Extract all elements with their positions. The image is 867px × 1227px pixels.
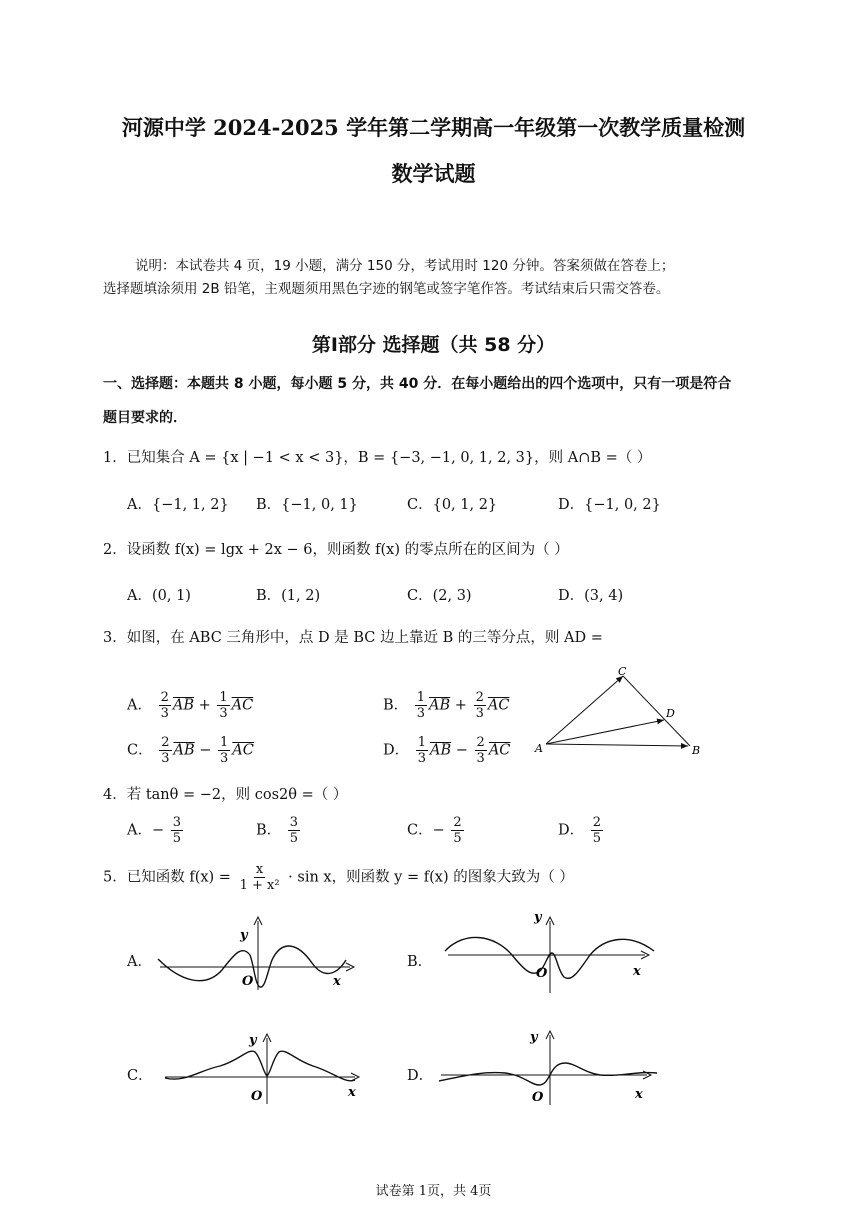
- graph-option-b: [440, 905, 665, 1000]
- question-5-option-c-label: C．: [127, 1068, 153, 1084]
- vector-ac-arrow: [546, 676, 623, 744]
- question-5-option-a-label: A．: [127, 954, 152, 970]
- option-letter: D．: [383, 742, 410, 759]
- question-4-stem: 4．若 tanθ = −2，则 cos2θ =（ ）: [103, 787, 348, 803]
- y-label: y: [534, 910, 542, 925]
- question-2-stem: 2．设函数 f(x) = lgx + 2x − 6，则函数 f(x) 的零点所在的区间为（ ）: [103, 542, 569, 558]
- y-label: y: [249, 1033, 257, 1048]
- vector-ac: $\overline{AC}$: [232, 742, 254, 759]
- fraction: $\frac{3}{5}$: [289, 815, 299, 846]
- vector-ab: $\overline{AB}$: [430, 742, 452, 759]
- section-instruction-1: 一、选择题：本题共 8 小题，每小题 5 分，共 40 分．在每小题给出的四个选项中，只有一项是符合: [103, 376, 732, 392]
- vector-ac: $\overline{AC}$: [487, 697, 510, 714]
- question-3-option-b: [383, 690, 509, 721]
- operator: +: [454, 697, 467, 714]
- fraction: $\frac{x}{\text{1 + x²}}$: [239, 862, 280, 893]
- fraction: $\frac{3}{5}$: [172, 815, 182, 846]
- question-5-option-d-label: D．: [407, 1068, 434, 1084]
- sign: −: [432, 822, 445, 839]
- question-2-option-b: B．(1, 2): [256, 588, 321, 604]
- operator: −: [199, 742, 212, 759]
- option-letter: A．: [127, 822, 152, 839]
- fraction: $\frac{2}{5}$: [453, 815, 462, 846]
- exam-title: 河源中学 2024-2025 学年第二学期高一年级第一次教学质量检测: [121, 115, 746, 140]
- section-heading: 第Ⅰ部分 选择题（共 58 分）: [311, 334, 556, 356]
- coefficient-2: $\frac{1}{3}$: [220, 735, 229, 766]
- question-1-option-a: A．{−1, 1, 2}: [127, 497, 229, 513]
- question-4-option-d: [558, 815, 605, 846]
- option-letter: B．: [383, 697, 409, 714]
- exam-subtitle: 数学试题: [391, 161, 476, 186]
- origin-label: O: [242, 974, 254, 989]
- coefficient-1: $\frac{2}{3}$: [160, 690, 169, 721]
- graph-option-a: [150, 915, 365, 995]
- option-letter: A．: [127, 697, 152, 714]
- stem-prefix: 5．已知函数 f(x) =: [103, 869, 231, 886]
- coefficient-1: $\frac{2}{3}$: [161, 735, 170, 766]
- x-label: x: [635, 1087, 643, 1102]
- coefficient-2: $\frac{2}{3}$: [476, 735, 485, 766]
- question-1-option-c: C．{0, 1, 2}: [407, 497, 498, 513]
- x-label: x: [333, 974, 341, 989]
- vector-ac: $\overline{AC}$: [231, 697, 254, 714]
- question-5-stem: [103, 862, 574, 893]
- origin-label: O: [532, 1090, 544, 1105]
- operator: +: [198, 697, 211, 714]
- x-label: x: [633, 964, 641, 979]
- note-line-1: 说明：本试卷共 4 页，19 小题，满分 150 分，考试用时 120 分钟。答案须做在答卷上；: [135, 258, 675, 274]
- vector-ac: $\overline{AC}$: [488, 742, 511, 759]
- label-a: A: [535, 742, 543, 755]
- vector-ab: $\overline{AB}$: [173, 742, 195, 759]
- option-letter: C．: [407, 822, 433, 839]
- question-3-stem: 3．如图，在 ABC 三角形中，点 D 是 BC 边上靠近 B 的三等分点，则 AD =: [103, 630, 603, 646]
- option-letter: C．: [127, 742, 153, 759]
- curve: [165, 1051, 355, 1081]
- coefficient-2: $\frac{2}{3}$: [475, 690, 484, 721]
- page-footer: 试卷第 1页，共 4页: [375, 1184, 492, 1199]
- question-3-option-c: [127, 735, 254, 766]
- segment-bc: [623, 676, 690, 746]
- vector-ab: $\overline{AB}$: [429, 697, 451, 714]
- graph-option-c: [155, 1028, 370, 1108]
- curve: [439, 1063, 657, 1085]
- coefficient-2: $\frac{1}{3}$: [219, 690, 228, 721]
- origin-label: O: [251, 1089, 263, 1104]
- vector-ab-arrow: [546, 744, 688, 746]
- vector-ab: $\overline{AB}$: [172, 697, 195, 714]
- y-label: y: [240, 928, 248, 943]
- question-5-option-b-label: B．: [407, 954, 433, 970]
- y-label: y: [530, 1030, 538, 1045]
- operator: −: [455, 742, 468, 759]
- question-3-option-a: [127, 690, 253, 721]
- question-1-option-b: B．{−1, 0, 1}: [256, 497, 358, 513]
- note-line-2: 选择题填涂须用 2B 铅笔，主观题须用黑色字迹的钢笔或签字笔作答。考试结束后只需交答卷。: [103, 281, 670, 297]
- option-letter: D．: [558, 822, 585, 839]
- question-4-option-c: [407, 815, 466, 846]
- sign: −: [151, 822, 165, 839]
- label-b: B: [692, 744, 701, 757]
- graph-option-d: [435, 1025, 665, 1110]
- coefficient-1: $\frac{1}{3}$: [416, 690, 426, 721]
- fraction: $\frac{2}{5}$: [592, 815, 602, 846]
- vector-ad-arrow: [546, 720, 664, 744]
- question-2-option-d: D．(3, 4): [558, 588, 624, 604]
- question-1-stem: 1．已知集合 A = {x | −1 < x < 3}，B = {−3, −1, 0, 1, 2, 3}，则 A∩B =（ ）: [103, 450, 652, 466]
- question-4-option-a: [127, 815, 185, 846]
- x-label: x: [348, 1085, 356, 1100]
- section-instruction-2: 题目要求的．: [103, 410, 187, 426]
- question-2-option-c: C．(2, 3): [407, 588, 472, 604]
- coefficient-1: $\frac{1}{3}$: [417, 735, 427, 766]
- origin-label: O: [536, 966, 548, 981]
- label-c: C: [618, 665, 627, 678]
- question-4-option-b: [256, 815, 302, 846]
- option-letter: B．: [256, 822, 282, 839]
- label-d: D: [666, 707, 675, 720]
- question-1-option-d: D．{−1, 0, 2}: [558, 497, 661, 513]
- question-2-option-a: A．(0, 1): [127, 588, 191, 604]
- stem-suffix: · sin x，则函数 y = f(x) 的图象大致为（ ）: [288, 869, 574, 886]
- question-3-option-d: [383, 735, 510, 766]
- triangle-figure: [530, 662, 710, 762]
